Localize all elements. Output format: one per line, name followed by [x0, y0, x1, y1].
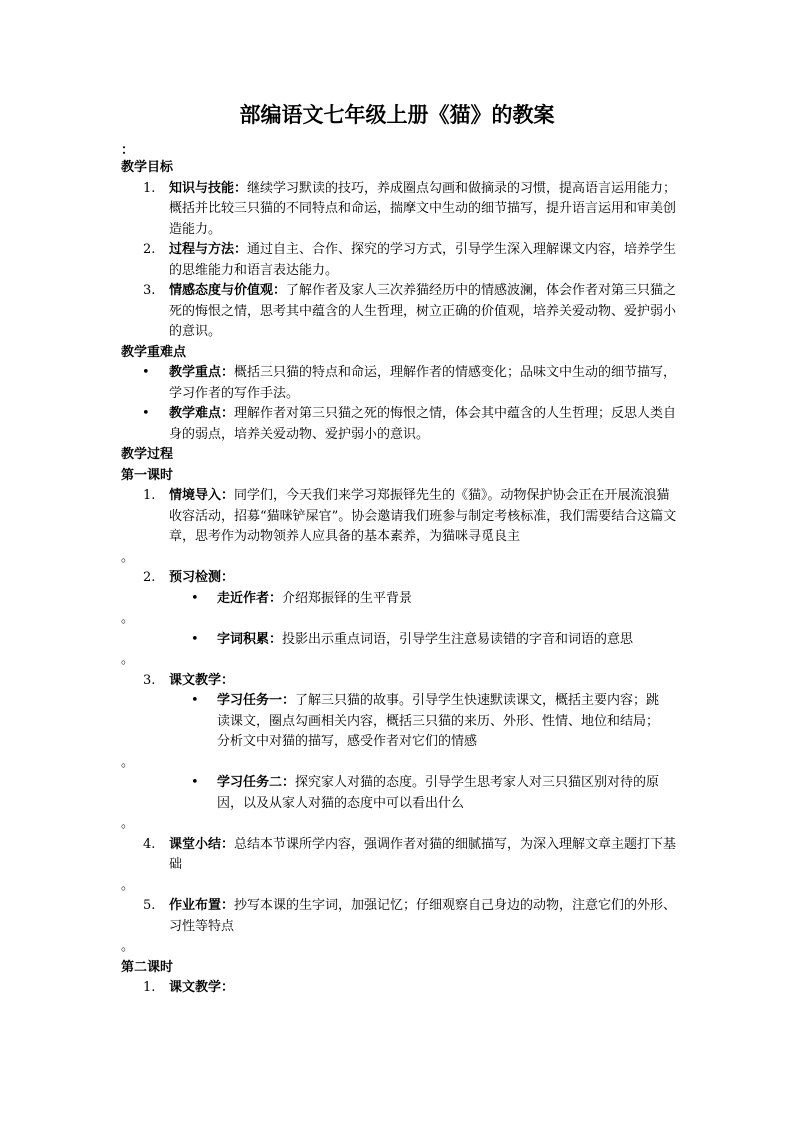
- lesson1-list: [121, 486, 681, 548]
- period-mark: 。: [121, 877, 135, 893]
- sublist-item: [121, 691, 681, 753]
- item-number: 2.: [143, 242, 156, 257]
- item-number: 1.: [143, 180, 156, 196]
- item-text: 理解作者对第三只猫之死的悔恨之情，体会其中蕴含的人生哲理；反思人类自身的弱点，培养关爱动物、爱护弱小的意识。: [169, 406, 677, 442]
- item-text: 投影出示重点词语，引导学生注意易读错的字音和词语的意思: [282, 631, 634, 647]
- item-text: 了解三只猫的故事。引导学生快速默读课文，概括主要内容；跳读课文，圈点勾画相关内容，概括三只猫的来历、外形、性情、地位和结局；分析文中对猫的描写，感受作者对它们的情感: [217, 693, 660, 749]
- item-number: 1.: [143, 488, 156, 503]
- period-mark: 。: [121, 549, 135, 565]
- item-text: 继续学习默读的技巧，养成圈点勾画和做摘录的习惯，提高语言运用能力；概括并比较三只猫的不同特点和命运，揣摩文中生动的细节描写，提升语言运用和审美创造能力。: [169, 180, 677, 237]
- bullet-icon: •: [191, 631, 199, 647]
- sublist-item: [121, 773, 681, 814]
- item-label: 教学难点：: [169, 406, 235, 421]
- item-number: 3.: [143, 283, 156, 298]
- objectives-list: [121, 179, 681, 343]
- lesson1-list-cont: [121, 896, 681, 937]
- item-text: 抄写本课的生字词，加强记忆；仔细观察自己身边的动物，注意它们的外形、习性等特点: [169, 898, 677, 934]
- keypoints-heading: 教学重难点: [121, 344, 187, 360]
- list-item: [121, 179, 681, 241]
- list-item: [121, 486, 681, 548]
- item-label: 课文教学：: [169, 980, 235, 995]
- bullet-icon: •: [142, 406, 150, 421]
- bullet-icon: •: [191, 775, 199, 790]
- item-text: 了解作者及家人三次养猫经历中的情感波澜，体会作者对第三只猫之死的悔恨之情，思考其中蕴含的人生哲理，树立正确的价值观，培养关爱动物、爱护弱小的意识。: [169, 283, 677, 339]
- item-number: 3.: [143, 672, 156, 688]
- bullet-icon: •: [191, 590, 199, 606]
- item-text: 同学们，今天我们来学习郑振铎先生的《猫》。动物保护协会正在开展流浪猫收容活动，招募“猫咪铲屎官”。协会邀请我们班参与制定考核标准，我们需要结合这篇文章，思考作为动物领养人应具备的基本素养，为猫咪寻觅良主: [169, 488, 677, 544]
- item-number: 4.: [143, 836, 156, 852]
- keypoints-list: [121, 363, 681, 445]
- item-label: 教学重点：: [169, 365, 235, 380]
- item-text: 通过自主、合作、探究的学习方式，引导学生深入理解课文内容，培养学生的思维能力和语言表达能力。: [169, 242, 677, 278]
- list-item: [121, 835, 681, 876]
- list-item: [121, 671, 681, 692]
- sublist: [121, 773, 681, 814]
- list-item: [121, 896, 681, 937]
- sublist-item: [121, 589, 681, 610]
- item-label: 知识与技能：: [169, 180, 248, 196]
- period-mark: 。: [121, 652, 135, 667]
- sublist-item: [121, 630, 681, 651]
- item-label: 字词积累：: [217, 631, 283, 647]
- item-label: 学习任务二：: [217, 775, 296, 790]
- lesson1-list-cont: [121, 568, 681, 589]
- item-number: 5.: [143, 898, 156, 913]
- period-mark: 。: [121, 939, 135, 954]
- item-label: 课堂小结：: [169, 836, 235, 852]
- lesson2-list: [121, 978, 681, 999]
- objectives-heading: 教学目标: [121, 160, 174, 175]
- bullet-icon: •: [142, 365, 150, 380]
- list-item: [121, 281, 681, 343]
- lesson1-list-cont: [121, 671, 681, 692]
- process-heading: 教学过程: [121, 447, 174, 462]
- item-label: 过程与方法：: [169, 242, 248, 257]
- list-item: [121, 240, 681, 281]
- item-label: 课文教学：: [169, 672, 235, 688]
- document-body: [121, 158, 681, 999]
- item-text: 概括三只猫的特点和命运，理解作者的情感变化；品味文中生动的细节描写，学习作者的写作手法。: [169, 365, 677, 401]
- item-text: 总结本节课所学内容，强调作者对猫的细腻描写，为深入理解文章主题打下基础: [169, 836, 677, 872]
- sublist: [121, 630, 681, 651]
- item-label: 情感态度与价值观：: [169, 283, 287, 298]
- item-label: 走近作者：: [217, 590, 283, 606]
- period-mark: 。: [121, 754, 135, 770]
- item-text: 探究家人对猫的态度。引导学生思考家人对三只猫区别对待的原因，以及从家人对猫的态度中可以看出什么: [217, 775, 660, 811]
- list-item: [121, 978, 681, 999]
- sublist: [121, 691, 681, 753]
- period-mark: 。: [121, 611, 135, 626]
- item-label: 情境导入：: [169, 488, 235, 503]
- item-label: 预习检测：: [169, 570, 235, 585]
- sublist: [121, 589, 681, 610]
- item-number: 1.: [143, 980, 156, 995]
- list-item: [121, 404, 681, 445]
- period-mark: 。: [121, 816, 135, 831]
- lesson1-heading: 第一课时: [121, 467, 174, 483]
- item-text: 介绍郑振铎的生平背景: [282, 590, 413, 606]
- list-item: [121, 363, 681, 404]
- document-title: 部编语文七年级上册《猫》的教案: [239, 102, 555, 127]
- bullet-icon: •: [191, 693, 199, 708]
- item-label: 作业布置：: [169, 898, 235, 913]
- colon-mark: ：: [121, 143, 135, 158]
- item-number: 2.: [143, 570, 156, 585]
- lesson1-list-cont: [121, 835, 681, 876]
- lesson2-heading: 第二课时: [121, 959, 174, 975]
- item-label: 学习任务一：: [217, 693, 296, 708]
- list-item: [121, 568, 681, 589]
